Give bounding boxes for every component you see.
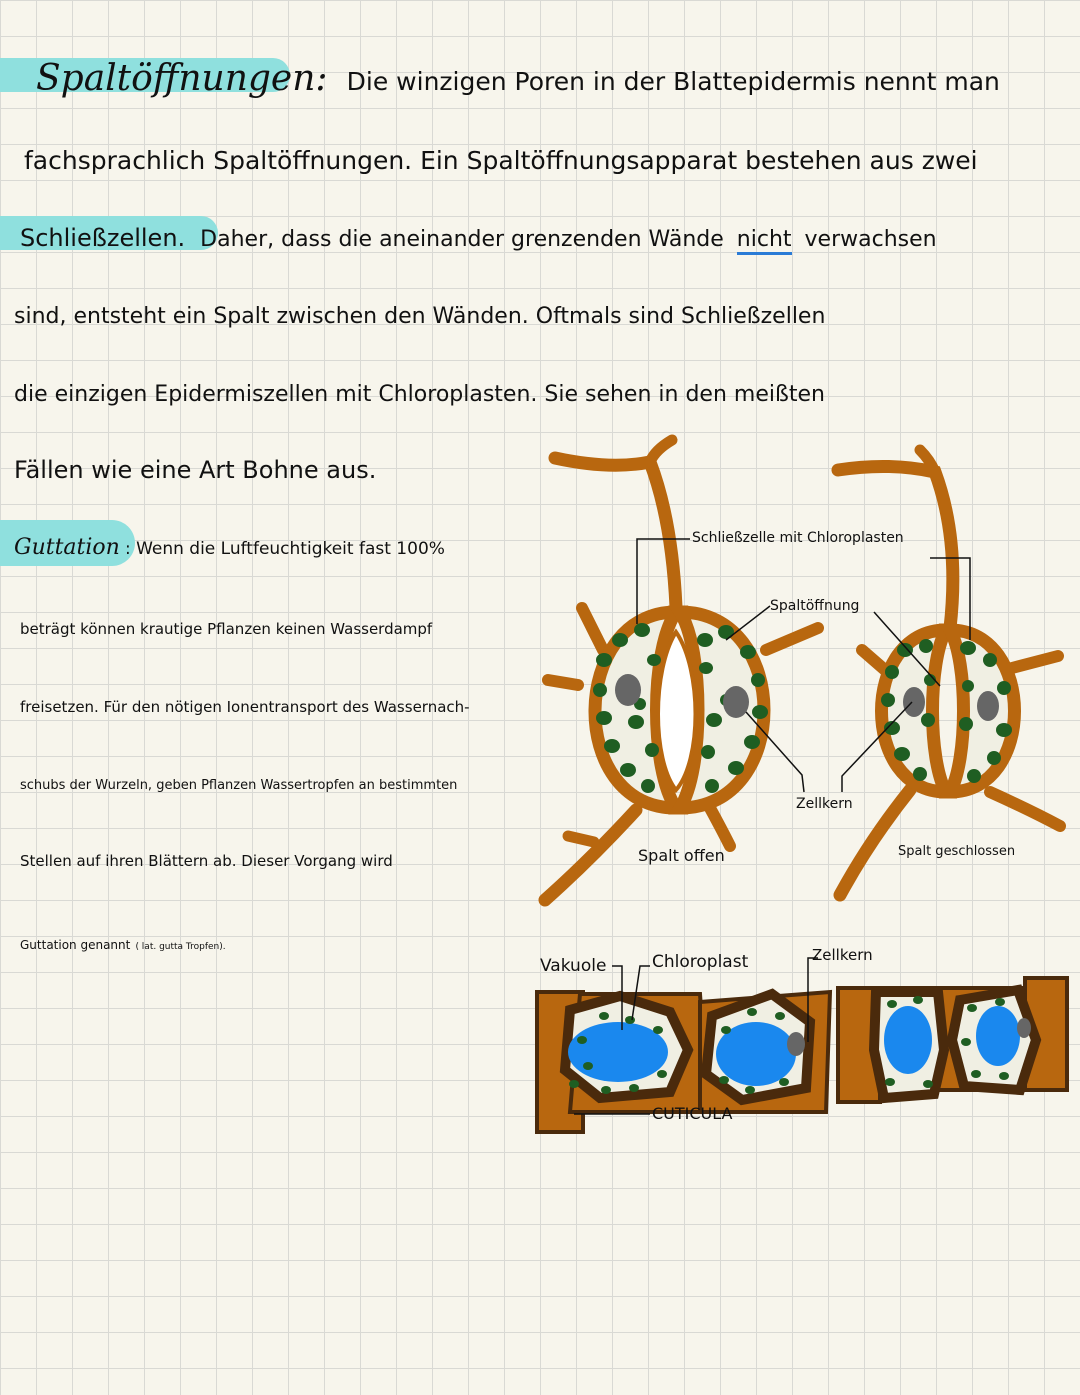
text-line-4: sind, entsteht ein Spalt zwischen den Wänden. Oftmals sind Schließzellen [14, 304, 826, 329]
label-cuticula: CUTICULA [652, 1104, 733, 1123]
guttation-line-5: Stellen auf ihren Blättern ab. Dieser Vorgang wird [20, 852, 393, 870]
closed-stoma [838, 450, 1060, 895]
guttation-line-4: schubs der Wurzeln, geben Pflanzen Wassertropfen an bestimmten [20, 778, 458, 793]
label-zellkern-bottom: Zellkern [812, 946, 873, 964]
label-schliesszelle: Schließzelle mit Chloroplasten [692, 530, 904, 546]
guttation-line-6-a: Guttation genannt [20, 938, 131, 952]
label-zellkern-top: Zellkern [796, 796, 853, 812]
guttation-line-3: freisetzen. Für den nötigen Ionentransport des Wassernach- [20, 698, 470, 716]
open-stoma [545, 440, 818, 900]
text-line-5: die einzigen Epidermiszellen mit Chloroplasten. Sie sehen in den meißten [14, 382, 825, 407]
guttation-line-1-rest: : Wenn die Luftfeuchtigkeit fast 100% [124, 539, 445, 559]
text-line-3-a: Daher, dass die aneinander grenzenden Wände [200, 227, 724, 252]
underlined-nicht: nicht [737, 227, 792, 255]
guttation-line-6-b: ( lat. gutta Tropfen). [135, 942, 226, 952]
label-spalt-geschlossen: Spalt geschlossen [898, 844, 1016, 859]
guttation-line-2: beträgt können krautige Pflanzen keinen Wasserdampf [20, 620, 433, 638]
term-guttation: Guttation [14, 535, 120, 560]
epidermis-section [537, 978, 1067, 1132]
text-line-6: Fällen wie eine Art Bohne aus. [14, 456, 377, 484]
label-vakuole: Vakuole [540, 956, 607, 976]
term-schliesszellen: Schließzellen. [20, 224, 186, 252]
term-spaltoeffnungen: Spaltöffnungen: [36, 58, 328, 99]
open-stoma-nucleus-left [615, 674, 641, 706]
open-stoma-nucleus-right [723, 686, 749, 718]
closed-stoma-nucleus-left [903, 687, 925, 717]
label-chloroplast: Chloroplast [652, 952, 749, 972]
text-line-1-rest: Die winzigen Poren in der Blattepidermis nennt man [346, 67, 1000, 96]
text-line-2: fachsprachlich Spaltöffnungen. Ein Spaltöffnungsapparat bestehen aus zwei [24, 146, 978, 175]
label-spalt-offen: Spalt offen [638, 846, 725, 865]
closed-stoma-nucleus-right [977, 691, 999, 721]
text-line-3-c: verwachsen [804, 227, 937, 252]
label-spaltoeffnung: Spaltöffnung [770, 598, 860, 614]
